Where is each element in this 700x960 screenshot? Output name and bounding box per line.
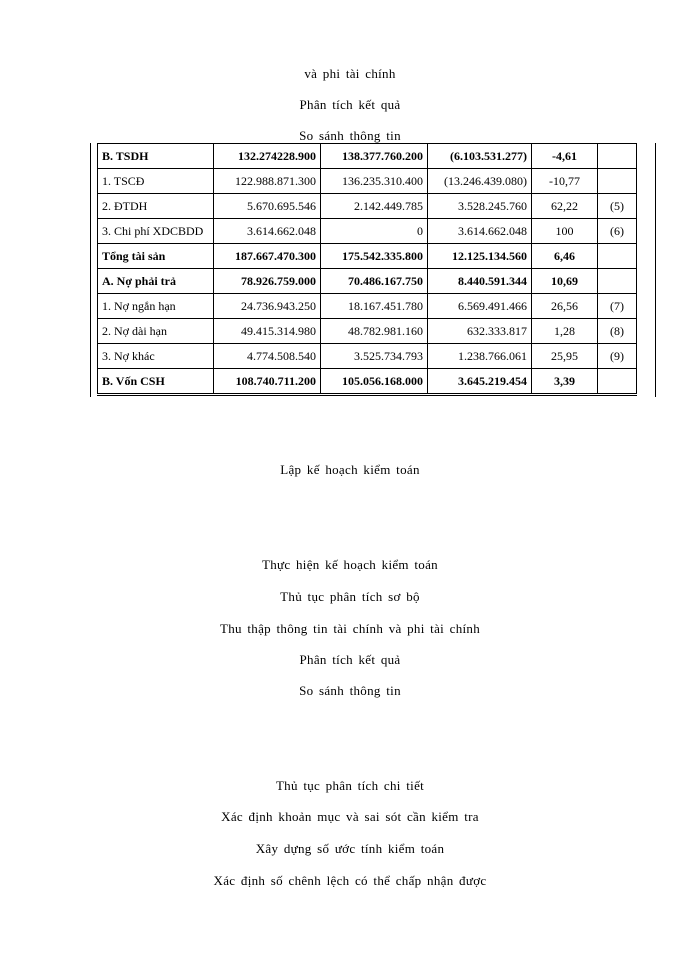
cell-percent: 3,39 [532,369,598,395]
cell-percent: 26,56 [532,294,598,319]
cell-percent: 25,95 [532,344,598,369]
cell-difference: 8.440.591.344 [428,269,532,294]
cell-note [598,144,637,169]
cell-previous-year: 18.167.451.780 [321,294,428,319]
cell-current-year: 3.614.662.048 [214,219,321,244]
cell-note [598,169,637,194]
cell-previous-year: 138.377.760.200 [321,144,428,169]
table-row [98,194,637,219]
cell-note [598,369,637,395]
cell-note [598,269,637,294]
table-row [98,294,637,319]
cell-percent: 62,22 [532,194,598,219]
cell-difference: 3.614.662.048 [428,219,532,244]
flow-text-phan-tich-ket-qua: Phân tích kết quả [299,97,401,112]
cell-current-year: 49.415.314.980 [214,319,321,344]
flow-text-tai-chinh: và phi tài chính [304,66,396,81]
cell-percent: 6,46 [532,244,598,269]
cell-label: B. TSDH [98,144,214,169]
cell-label: Tổng tài sản [98,244,214,269]
flow-step-so-sanh-thong-tin: So sánh thông tin [299,683,401,698]
cell-percent: -10,77 [532,169,598,194]
cell-current-year: 108.740.711.200 [214,369,321,395]
cell-note: (8) [598,319,637,344]
flow-step-chenh-lech: Xác định số chênh lệch có thể chấp nhận được [213,873,487,888]
cell-label: 2. Nợ dài hạn [98,319,214,344]
financial-table [97,143,637,396]
flow-step-phan-tich-so-bo: Thủ tục phân tích sơ bộ [280,589,420,604]
flow-step-lap-ke-hoach: Lập kế hoạch kiểm toán [280,462,420,477]
cell-previous-year: 105.056.168.000 [321,369,428,395]
cell-current-year: 4.774.508.540 [214,344,321,369]
cell-previous-year: 2.142.449.785 [321,194,428,219]
cell-label: 3. Chi phí XDCBDD [98,219,214,244]
flow-text-so-sanh-thong-tin: So sánh thông tin [299,128,401,143]
cell-label: 1. TSCĐ [98,169,214,194]
cell-percent: 100 [532,219,598,244]
cell-current-year: 132.274228.900 [214,144,321,169]
financial-table-body [98,144,637,395]
cell-label: 2. ĐTDH [98,194,214,219]
cell-percent: -4,61 [532,144,598,169]
cell-current-year: 78.926.759.000 [214,269,321,294]
cell-current-year: 187.667.470.300 [214,244,321,269]
cell-note: (7) [598,294,637,319]
cell-note [598,244,637,269]
cell-difference: 632.333.817 [428,319,532,344]
cell-label: A. Nợ phải trả [98,269,214,294]
cell-previous-year: 48.782.981.160 [321,319,428,344]
cell-note: (9) [598,344,637,369]
cell-previous-year: 70.486.167.750 [321,269,428,294]
cell-note: (5) [598,194,637,219]
flow-step-phan-tich-ket-qua: Phân tích kết quả [299,652,401,667]
table-row [98,369,637,395]
table-row [98,269,637,294]
cell-current-year: 122.988.871.300 [214,169,321,194]
flow-step-phan-tich-chi-tiet: Thủ tục phân tích chi tiết [275,778,425,793]
cell-difference: 6.569.491.466 [428,294,532,319]
table-row [98,244,637,269]
cell-label: 3. Nợ khác [98,344,214,369]
flow-step-thu-thap-thong-tin: Thu thập thông tin tài chính và phi tài chính [219,621,481,636]
cell-current-year: 5.670.695.546 [214,194,321,219]
cell-previous-year: 0 [321,219,428,244]
cell-previous-year: 136.235.310.400 [321,169,428,194]
cell-difference: (6.103.531.277) [428,144,532,169]
table-row [98,219,637,244]
cell-note: (6) [598,219,637,244]
cell-percent: 10,69 [532,269,598,294]
cell-percent: 1,28 [532,319,598,344]
cell-current-year: 24.736.943.250 [214,294,321,319]
cell-previous-year: 175.542.335.800 [321,244,428,269]
cell-label: B. Vốn CSH [98,369,214,395]
cell-difference: 3.528.245.760 [428,194,532,219]
cell-previous-year: 3.525.734.793 [321,344,428,369]
flow-step-xac-dinh-khoan-muc: Xác định khoản mục và sai sót cần kiểm tra [221,809,479,824]
cell-label: 1. Nợ ngắn hạn [98,294,214,319]
cell-difference: 12.125.134.560 [428,244,532,269]
cell-difference: 1.238.766.061 [428,344,532,369]
cell-difference: 3.645.219.454 [428,369,532,395]
flow-step-xay-dung-uoc-tinh: Xây dựng số ước tính kiểm toán [255,841,445,856]
table-row [98,169,637,194]
table-row [98,344,637,369]
cell-difference: (13.246.439.080) [428,169,532,194]
table-row [98,319,637,344]
flow-step-thuc-hien-ke-hoach: Thực hiện kế hoạch kiểm toán [262,557,438,572]
table-row [98,144,637,169]
